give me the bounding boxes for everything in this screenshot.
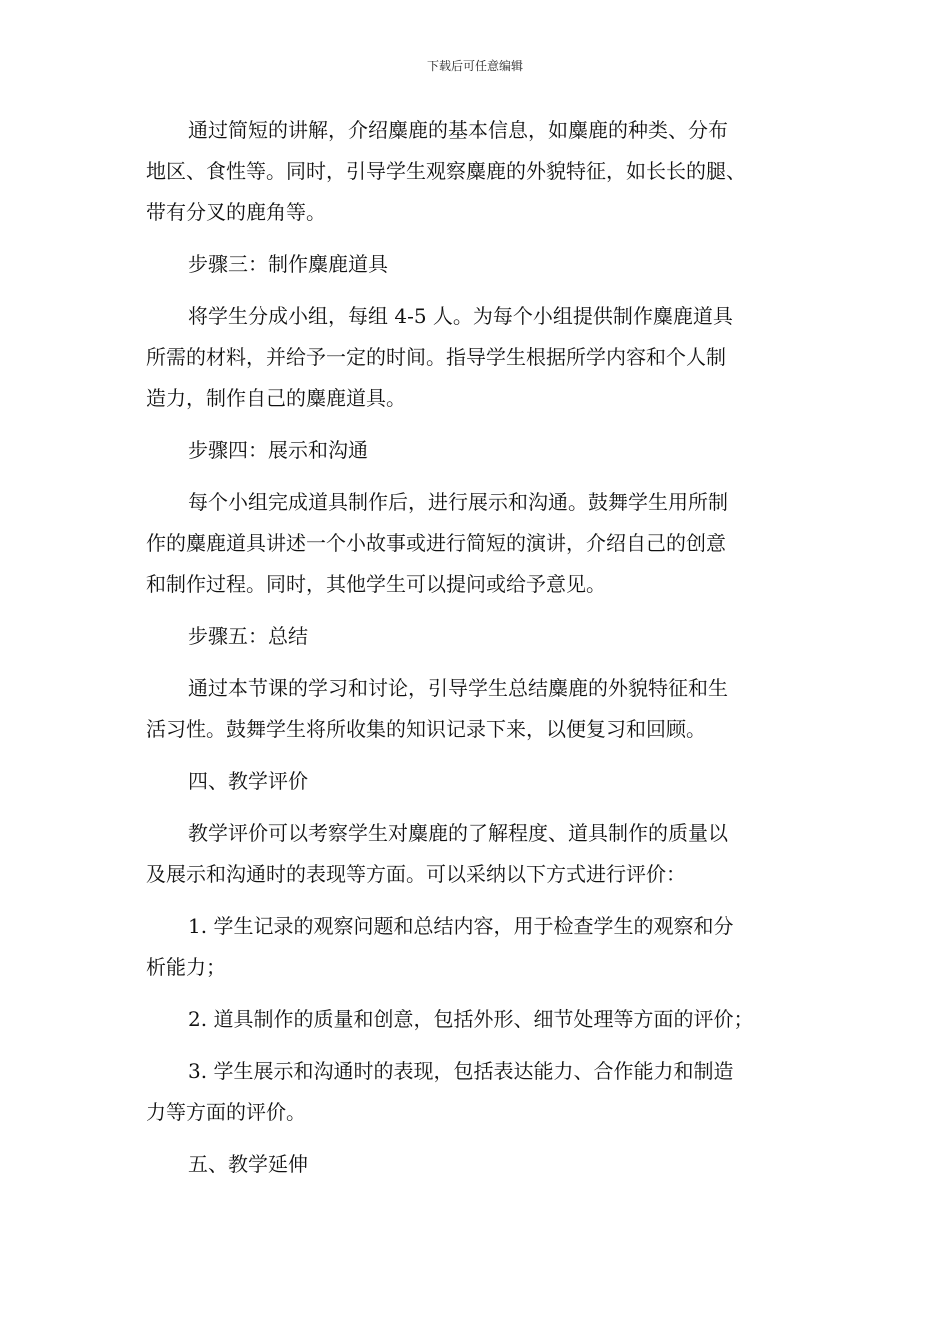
text-line: 作的麋鹿道具讲述一个小故事或进行简短的演讲，介绍自己的创意 [146,531,726,555]
paragraph-evaluation [146,813,816,895]
text-line: 造力，制作自己的麋鹿道具。 [146,386,406,410]
paragraph-intro [146,110,816,233]
text-line: 3. 学生展示和沟通时的表现，包括表达能力、合作能力和制造 [188,1059,734,1083]
text-line: 五、教学延伸 [188,1152,308,1176]
text-line: 步骤三：制作麋鹿道具 [188,252,388,276]
header-note: 下载后可任意编辑 [426,59,523,73]
text-line: 地区、食性等。同时，引导学生观察麋鹿的外貌特征，如长长的腿、 [146,159,746,183]
text-line: 1. 学生记录的观察问题和总结内容，用于检查学生的观察和分 [188,914,734,938]
text-line: 力等方面的评价。 [146,1100,306,1124]
text-line: 四、教学评价 [188,769,308,793]
text-line: 每个小组完成道具制作后，进行展示和沟通。鼓舞学生用所制 [188,490,728,514]
heading-step-three [146,244,816,285]
heading-extension [146,1144,816,1185]
document-body [146,110,816,1185]
text-line: 及展示和沟通时的表现等方面。可以采纳以下方式进行评价： [146,862,686,886]
text-line: 教学评价可以考察学生对麋鹿的了解程度、道具制作的质量以 [188,821,728,845]
text-line: 带有分叉的鹿角等。 [146,200,326,224]
paragraph-step-five [146,668,816,750]
text-line: 活习性。鼓舞学生将所收集的知识记录下来，以便复习和回顾。 [146,717,706,741]
list-item-1 [146,906,816,988]
text-line: 步骤五：总结 [188,624,308,648]
list-item-2 [146,999,816,1040]
text-line: 将学生分成小组，每组 4-5 人。为每个小组提供制作麋鹿道具 [188,304,733,328]
text-line: 通过简短的讲解，介绍麋鹿的基本信息，如麋鹿的种类、分布 [188,118,728,142]
list-item-3 [146,1051,816,1133]
text-line: 所需的材料，并给予一定的时间。指导学生根据所学内容和个人制 [146,345,726,369]
paragraph-step-four [146,482,816,605]
text-line: 通过本节课的学习和讨论，引导学生总结麋鹿的外貌特征和生 [188,676,728,700]
heading-evaluation [146,761,816,802]
text-line: 步骤四：展示和沟通 [188,438,368,462]
heading-step-four [146,430,816,471]
heading-step-five [146,616,816,657]
paragraph-step-three [146,296,816,419]
text-line: 析能力； [146,955,226,979]
text-line: 和制作过程。同时，其他学生可以提问或给予意见。 [146,572,606,596]
text-line: 2. 道具制作的质量和创意，包括外形、细节处理等方面的评价； [188,1007,754,1031]
